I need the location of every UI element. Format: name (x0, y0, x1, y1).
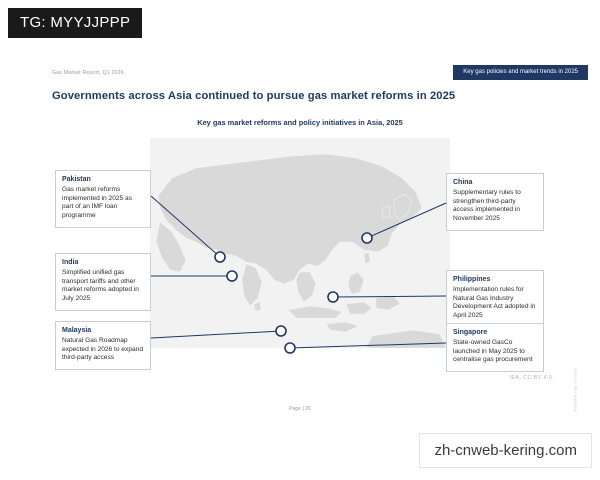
page-title: Governments across Asia continued to pursue gas market reforms in 2025 (52, 90, 456, 102)
callout-malaysia (55, 321, 151, 370)
callout-india (55, 253, 151, 311)
callout-title: Singapore (453, 329, 488, 336)
callout-title: Philippines (453, 276, 491, 283)
callout-philippines (446, 270, 544, 328)
callout-body: State-owned GasCo launched in May 2025 to centralise gas procurement (453, 339, 533, 364)
slide-canvas (0, 38, 600, 438)
callout-singapore (446, 323, 544, 372)
asia-map (150, 138, 450, 348)
callout-body: Gas market reforms implemented in 2025 as part of an IMF loan programme (62, 186, 133, 220)
section-ribbon: Key gas policies and market trends in 2025 (453, 65, 588, 80)
watermark-bottom-right: zh-cnweb-kering.com (419, 433, 592, 468)
callout-title: China (453, 179, 473, 186)
source-note: Source: IEA analysis (573, 368, 578, 413)
chart-subtitle: Key gas market reforms and policy initiatives in Asia, 2025 (197, 118, 403, 127)
slide-header-note: Gas Market Report, Q1 2026 (52, 70, 124, 76)
callout-title: Pakistan (62, 176, 91, 183)
watermark-top-left: TG: MYYJJPPP (8, 8, 142, 38)
page-number: Page | 26 (288, 406, 312, 412)
callout-body: Simplified unified gas transport tariffs and other market reforms adopted in July 2025 (62, 269, 139, 303)
callout-body: Supplementary rules to strengthen third-party access implemented in November 2025 (453, 189, 521, 223)
callout-china (446, 173, 544, 231)
callout-title: India (62, 259, 79, 266)
callout-title: Malaysia (62, 327, 92, 334)
map-landmass-svg (150, 138, 450, 348)
callout-body: Natural Gas Roadmap expected in 2026 to expand third-party access (62, 337, 144, 362)
callout-pakistan (55, 170, 151, 228)
callout-body: Implementation rules for Natural Gas Industry Development Act adopted in April 2025 (453, 286, 536, 320)
license-credit: IEA. CC BY 4.0. (509, 375, 554, 381)
